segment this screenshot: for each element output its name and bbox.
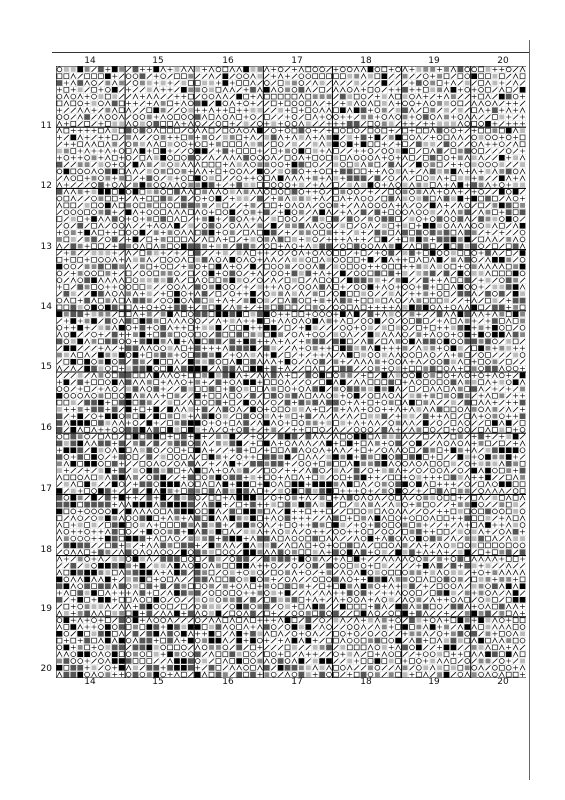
col-label-bottom: 16 <box>222 677 234 687</box>
row-label: 16 <box>40 423 52 433</box>
col-label-top: 20 <box>497 56 509 66</box>
col-label-bottom: 18 <box>360 677 372 687</box>
col-label-top: 15 <box>152 56 164 66</box>
col-label-top: 18 <box>360 56 372 66</box>
col-label-bottom: 14 <box>84 677 96 687</box>
row-label: 14 <box>40 302 52 312</box>
row-label: 15 <box>40 362 52 372</box>
col-label-top: 14 <box>84 56 96 66</box>
row-label: 19 <box>40 604 52 614</box>
col-label-top: 19 <box>428 56 440 66</box>
col-label-bottom: 17 <box>291 677 303 687</box>
row-label: 11 <box>40 121 52 131</box>
row-label: 12 <box>40 181 52 191</box>
col-label-bottom: 19 <box>428 677 440 687</box>
col-label-bottom: 15 <box>152 677 164 687</box>
row-label: 17 <box>40 484 52 494</box>
top-rule <box>52 52 530 53</box>
col-label-top: 16 <box>222 56 234 66</box>
col-label-bottom: 20 <box>497 677 509 687</box>
row-label: 13 <box>40 242 52 252</box>
col-label-top: 17 <box>291 56 303 66</box>
row-label: 20 <box>40 664 52 674</box>
cross-stitch-symbol-grid <box>56 66 526 678</box>
page-edge <box>529 40 530 780</box>
row-label: 18 <box>40 545 52 555</box>
